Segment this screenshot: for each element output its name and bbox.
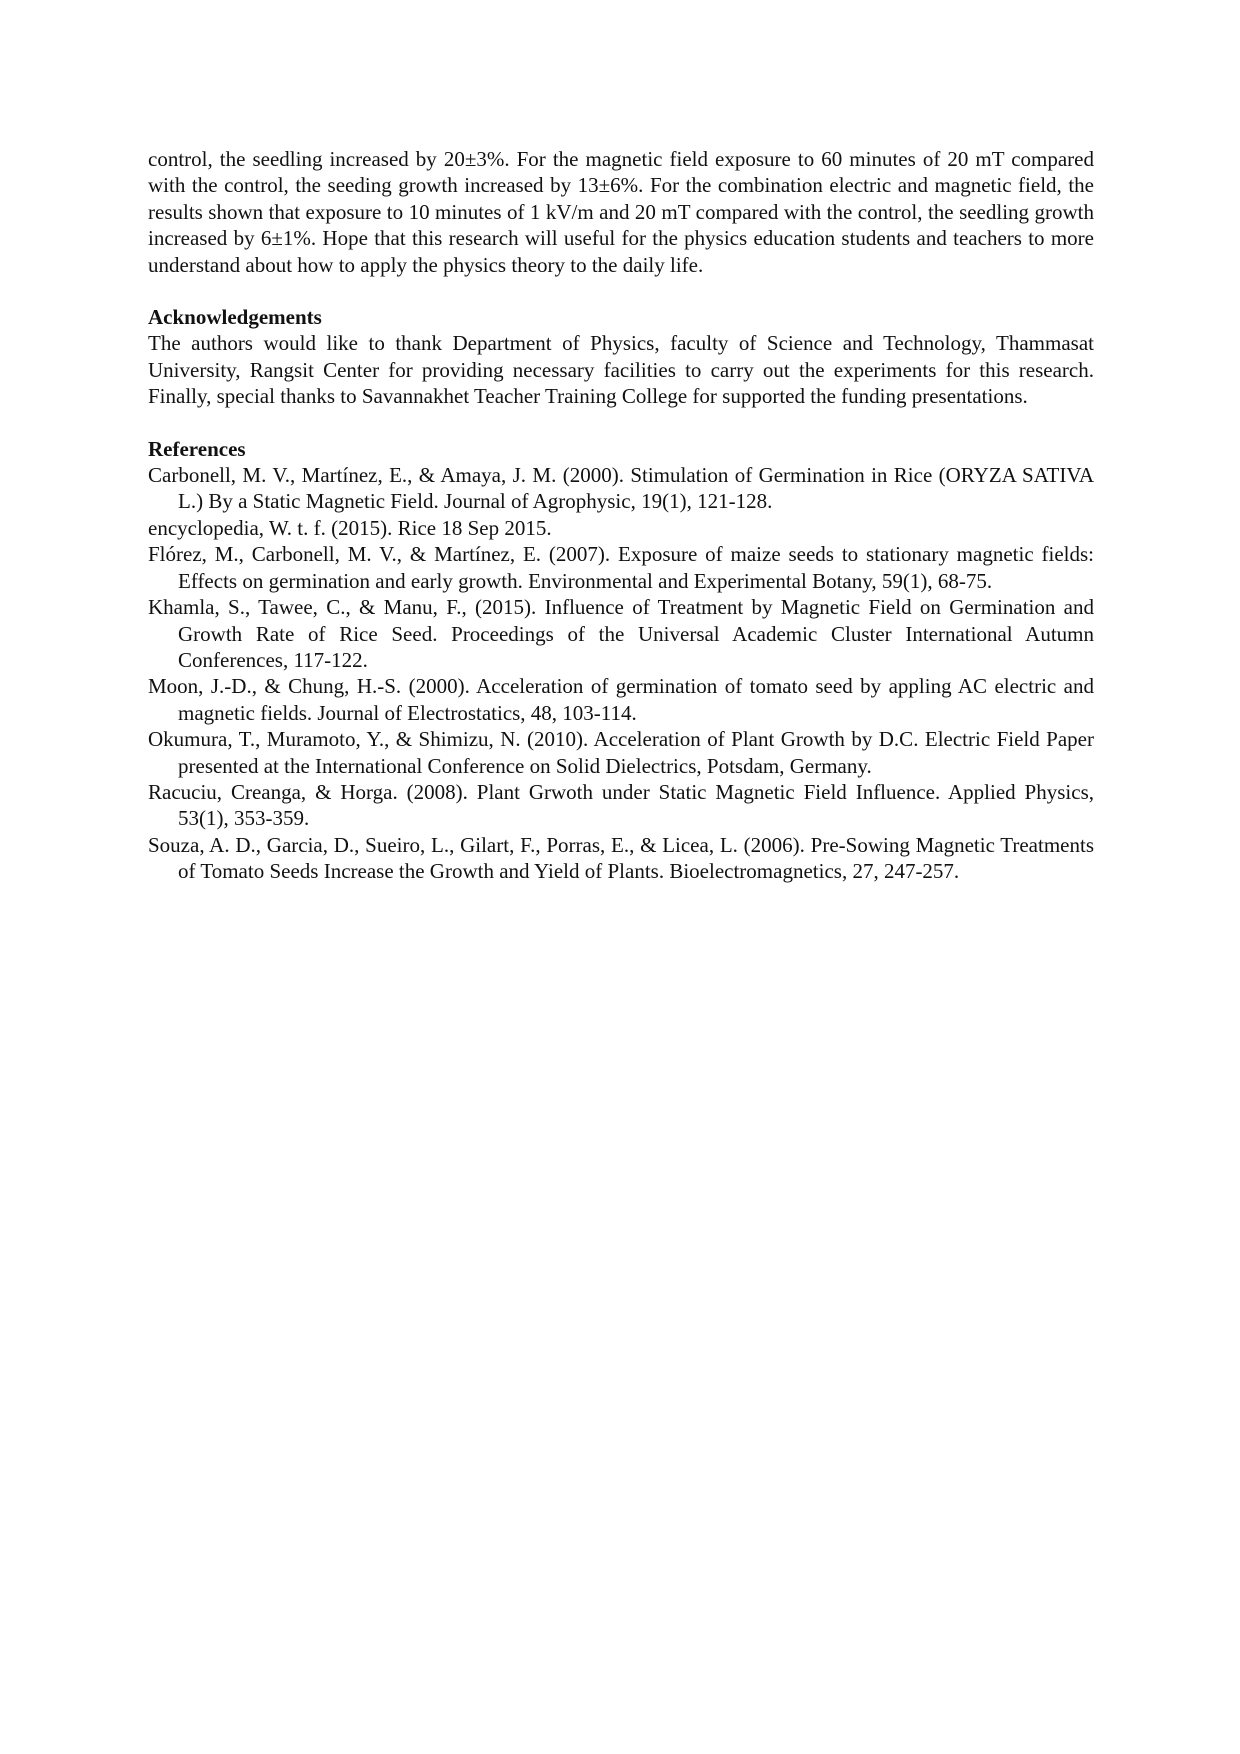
- reference-item: Flórez, M., Carbonell, M. V., & Martínez, E. (2007). Exposure of maize seeds to stationary magnetic fields: Effects on germination and early growth. Environmental and Experimental Botany, 59(1), 68-75.: [148, 542, 1094, 593]
- reference-item: encyclopedia, W. t. f. (2015). Rice 18 Sep 2015.: [148, 515, 552, 540]
- reference-item: Carbonell, M. V., Martínez, E., & Amaya, J. M. (2000). Stimulation of Germination in Rice (ORYZA SATIVA L.) By a Static Magnetic Field. Journal of Agrophysic, 19(1), 121-128.: [148, 463, 1094, 514]
- reference-list: [148, 462, 1094, 885]
- reference-item: Moon, J.-D., & Chung, H.-S. (2000). Acceleration of germination of tomato seed by appling AC electric and magnetic fields. Journal of Electrostatics, 48, 103-114.: [148, 674, 1094, 725]
- acknowledgements-heading: Acknowledgements: [148, 305, 322, 330]
- reference-item: Racuciu, Creanga, & Horga. (2008). Plant Grwoth under Static Magnetic Field Influence. Applied Physics, 53(1), 353-359.: [148, 779, 1094, 831]
- acknowledgements-section: [148, 304, 1094, 410]
- reference-item: Okumura, T., Muramoto, Y., & Shimizu, N. (2010). Acceleration of Plant Growth by D.C. Electric Field Paper presented at the International Conference on Solid Dielectrics, Potsdam, Germany.: [148, 727, 1094, 778]
- reference-item: Souza, A. D., Garcia, D., Sueiro, L., Gilart, F., Porras, E., & Licea, L. (2006). Pre-Sowing Magnetic Treatments of Tomato Seeds Increase the Growth and Yield of Plants. Bioelectromagnetics, 27, 247-257.: [148, 832, 1094, 884]
- paper-page: [148, 146, 1094, 885]
- acknowledgements-text: The authors would like to thank Department of Physics, faculty of Science and Technology, Thammasat University, Rangsit Center for providing necessary facilities to carry out the experiments for this research. Finally, special thanks to Savannakhet Teacher Training College for supported the funding presentations.: [148, 331, 1094, 409]
- body-paragraph: control, the seedling increased by 20±3%. For the magnetic field exposure to 60 minutes of 20 mT compared with the control, the seeding growth increased by 13±6%. For the combination electric and magnetic field, the results shown that exposure to 10 minutes of 1 kV/m and 20 mT compared with the control, the seedling growth increased by 6±1%. Hope that this research will useful for the physics education students and teachers to more understand about how to apply the physics theory to the daily life.: [148, 147, 1094, 277]
- reference-item: Khamla, S., Tawee, C., & Manu, F., (2015). Influence of Treatment by Magnetic Field on Germination and Growth Rate of Rice Seed. Proceedings of the Universal Academic Cluster International Autumn Conferences, 117-122.: [148, 595, 1094, 672]
- references-section: [148, 436, 1094, 885]
- references-heading: References: [148, 436, 246, 461]
